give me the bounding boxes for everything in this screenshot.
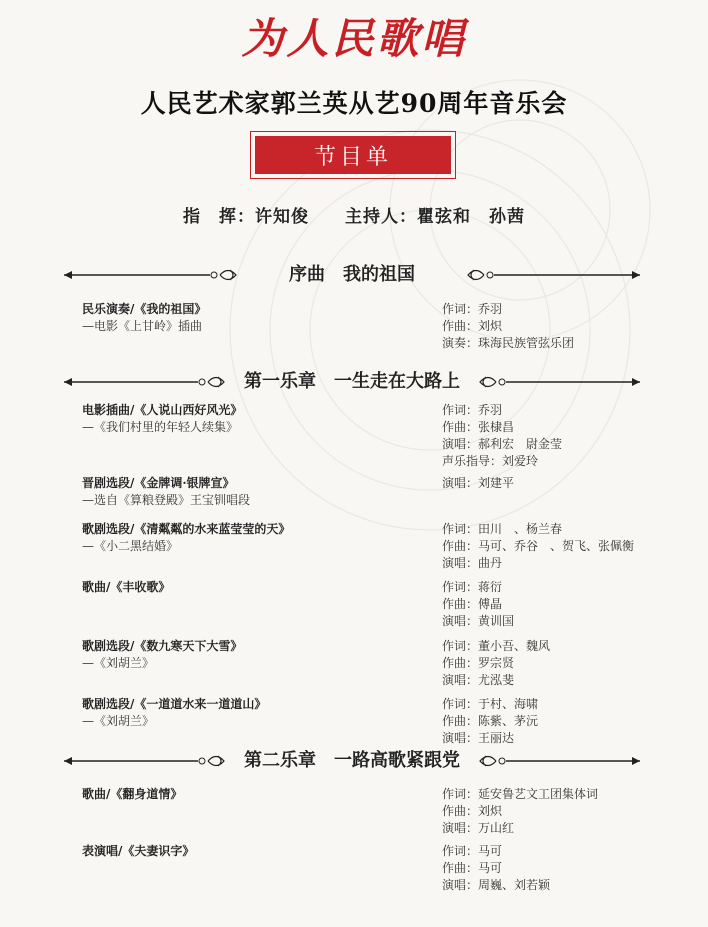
credit-line: 作曲：罗宗贤: [442, 656, 515, 670]
section-title: 第一乐章 一生走在大路上: [244, 371, 460, 392]
credit-line: 作词：董小吾、魏风: [442, 639, 551, 653]
credit-line: 作词：田川 、杨兰春: [442, 522, 563, 536]
credit-line: 演唱：黄训国: [442, 614, 515, 628]
credit-line: 作词：于村、海啸: [442, 697, 539, 711]
work-title: 歌曲/《丰收歌》: [82, 580, 171, 594]
credit-line: 演奏：珠海民族管弦乐团: [442, 336, 575, 350]
work-source: —《刘胡兰》: [82, 714, 155, 728]
credit-line: 演唱：周巍、刘若颖: [442, 878, 551, 892]
work-source: —《我们村里的年轻人续集》: [82, 420, 239, 434]
work-title: 歌剧选段/《一道道水来一道道山》: [82, 697, 267, 711]
credit-line: 演唱：曲丹: [442, 556, 503, 570]
credit-line: 演唱：万山红: [442, 821, 515, 835]
work-source: —选自《算粮登殿》王宝钏唱段: [82, 493, 251, 507]
credit-line: 演唱：郝利宏 尉金莹: [442, 437, 563, 451]
work-title: 晋剧选段/《金牌调·银牌宣》: [82, 476, 235, 490]
work-source: —《小二黑结婚》: [82, 539, 179, 553]
section-divider-chapter-1: [64, 371, 640, 393]
credit-line: 作词：延安鲁艺文工团集体词: [442, 787, 599, 801]
section-divider-overture: [64, 264, 640, 286]
conductor-host-credits: 指 挥：许知俊 主持人：瞿弦和 孙茜: [183, 207, 525, 227]
credit-line: 作曲：马可、乔谷 、贺飞、张佩衡: [442, 539, 635, 553]
section-title: 第二乐章 一路高歌紧跟党: [244, 750, 460, 771]
credit-line: 作曲：张棣昌: [442, 420, 515, 434]
credit-line: 作曲：马可: [442, 861, 503, 875]
work-title: 表演唱/《夫妻识字》: [82, 844, 195, 858]
work-title: 歌曲/《翻身道情》: [82, 787, 183, 801]
section-divider-chapter-2: [64, 750, 640, 772]
program-badge: [250, 131, 456, 179]
credit-line: 作词：乔羽: [442, 403, 503, 417]
work-title: 歌剧选段/《数九寒天下大雪》: [82, 639, 243, 653]
credit-line: 演唱：刘建平: [442, 476, 515, 490]
work-source: —《刘胡兰》: [82, 656, 155, 670]
credit-line: 作曲：傅晶: [442, 597, 503, 611]
work-source: —电影《上甘岭》插曲: [82, 319, 203, 333]
credit-line: 作词：马可: [442, 844, 503, 858]
credit-line: 作曲：陈紫、茅沅: [442, 714, 539, 728]
work-title: 歌剧选段/《清粼粼的水来蓝莹莹的天》: [82, 522, 291, 536]
credit-line: 演唱：王丽达: [442, 731, 515, 745]
credit-line: 声乐指导：刘爱玲: [442, 454, 539, 468]
credit-line: 演唱：尤泓斐: [442, 673, 515, 687]
section-title: 序曲 我的祖国: [289, 264, 415, 285]
credit-line: 作曲：刘炽: [442, 804, 503, 818]
work-title: 民乐演奏/《我的祖国》: [82, 302, 207, 316]
credit-line: 作曲：刘炽: [442, 319, 503, 333]
credit-line: 作词：蒋衍: [442, 580, 503, 594]
concert-subtitle: 人民艺术家郭兰英从艺90周年音乐会: [140, 89, 568, 118]
program-label: 节目单: [255, 136, 451, 174]
work-title: 电影插曲/《人说山西好风光》: [82, 403, 243, 417]
concert-title: 为人民歌唱: [241, 14, 467, 63]
credit-line: 作词：乔羽: [442, 302, 503, 316]
